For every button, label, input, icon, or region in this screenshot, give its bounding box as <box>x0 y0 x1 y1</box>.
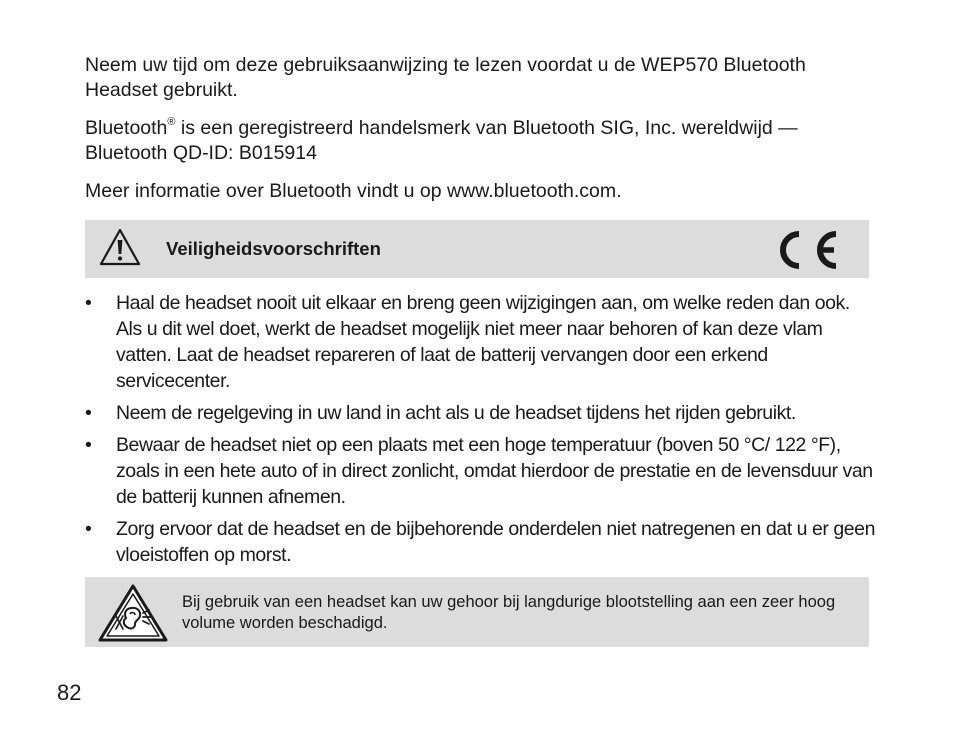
safety-bullet-list <box>85 290 875 574</box>
bullet-marker: • <box>85 434 92 456</box>
trademark-brand: Bluetooth <box>85 117 168 139</box>
more-info-paragraph: Meer informatie over Bluetooth vindt u op www.bluetooth.com. <box>85 180 622 202</box>
safety-section-header <box>85 220 869 278</box>
hearing-warning-text: Bij gebruik van een headset kan uw gehoor bij langdurige blootstelling aan een zeer hoog volume worden beschadigd. <box>182 593 836 632</box>
hearing-damage-warning-icon <box>97 583 169 643</box>
hearing-warning-note <box>85 577 869 647</box>
list-item <box>85 400 875 426</box>
list-item-text: Zorg ervoor dat de headset en de bijbehorende onderdelen niet natregenen en dat u er geen vloeistoffen op morst. <box>116 518 875 566</box>
list-item <box>85 290 875 394</box>
bullet-marker: • <box>85 402 92 424</box>
page-number: 82 <box>57 680 82 705</box>
list-item-text: Bewaar de headset niet op een plaats met een hoge temperatuur (boven 50 °C/ 122 °F), zoals in een hete auto of in direct zonlicht, omdat hierdoor de prestatie en de levensduur van de batterij kunnen afnemen. <box>116 434 873 508</box>
list-item-text: Haal de headset nooit uit elkaar en breng geen wijzigingen aan, om welke reden dan ook. Als u dit wel doet, werkt de headset mogelijk niet meer naar behoren of kan deze vlam vatten. Laat de headset repareren of laat de batterij vervangen door een erkend servicecenter. <box>116 292 850 392</box>
list-item <box>85 432 875 510</box>
bullet-marker: • <box>85 518 92 540</box>
trademark-text: is een geregistreerd handelsmerk van Bluetooth SIG, Inc. wereldwijd — Bluetooth QD-ID: B015914 <box>85 117 798 164</box>
list-item <box>85 516 875 568</box>
registered-trademark-symbol: ® <box>167 116 176 128</box>
list-item-text: Neem de regelgeving in uw land in acht als u de headset tijdens het rijden gebruikt. <box>116 402 796 424</box>
bullet-marker: • <box>85 292 92 314</box>
section-title: Veiligheidsvoorschriften <box>166 238 381 259</box>
warning-triangle-icon <box>99 228 141 266</box>
trademark-paragraph <box>85 116 875 166</box>
intro-paragraph: Neem uw tijd om deze gebruiksaanwijzing te lezen voordat u de WEP570 Bluetooth Headset gebruikt. <box>85 54 806 101</box>
ce-mark-icon <box>768 226 840 274</box>
